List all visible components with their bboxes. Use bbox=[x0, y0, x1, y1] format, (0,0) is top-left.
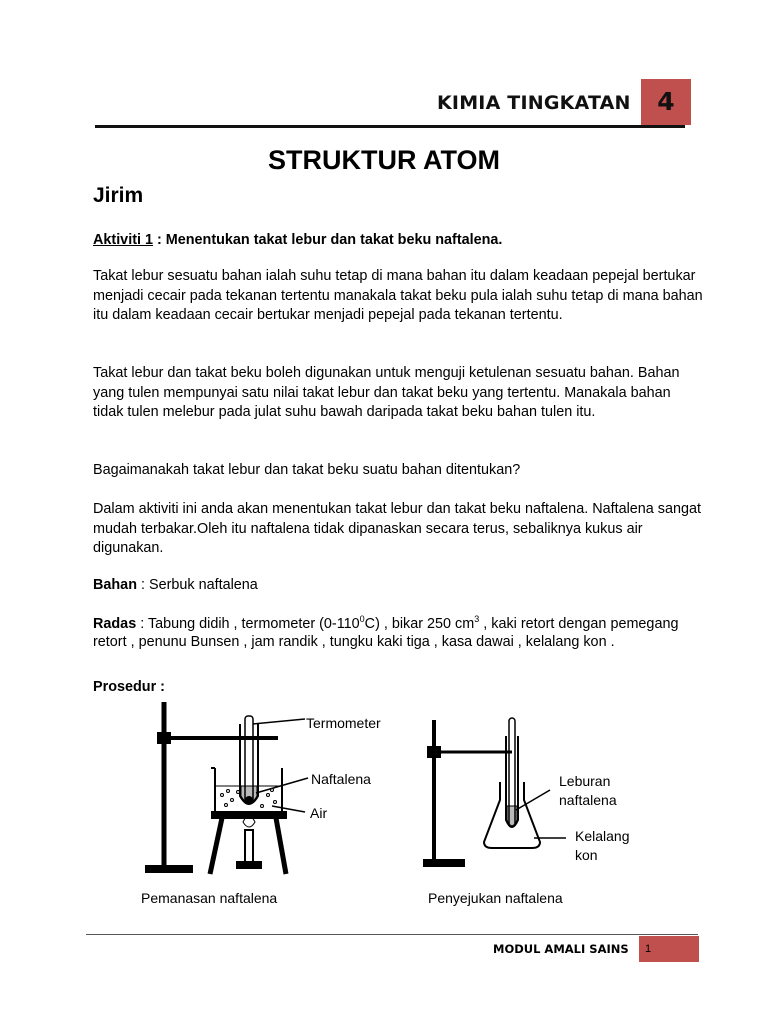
paragraph-1: Takat lebur sesuatu bahan ialah suhu tetap di mana bahan itu dalam keadaan pepejal bertukar menjadi cecair pada tekanan tertentu manakala takat beku pula ialah suhu tetap di mana bahan itu dalam keadaan cecair bertukar menjadi pepejal pada tekanan tertentu. bbox=[93, 268, 703, 323]
page-number: 1 bbox=[639, 936, 699, 962]
caption-right: Penyejukan naftalena bbox=[428, 890, 563, 906]
activity-label: Aktiviti 1 bbox=[93, 232, 153, 248]
label-termometer: Termometer bbox=[306, 715, 381, 731]
bunsen-burner bbox=[245, 830, 253, 864]
leburan-pointer bbox=[516, 790, 550, 810]
clamp-boss-left bbox=[158, 733, 170, 743]
termometer-pointer bbox=[253, 719, 305, 724]
footer-rule bbox=[86, 934, 698, 935]
radas-text-2: C) , bikar 250 cm bbox=[364, 616, 475, 632]
prosedur-heading: Prosedur : bbox=[93, 679, 165, 695]
label-leburan-naftalena: Leburan naftalena bbox=[559, 773, 617, 808]
radas-sup-1: 0 bbox=[359, 614, 365, 624]
radas-label: Radas bbox=[93, 616, 137, 632]
retort-stand-base-right bbox=[424, 860, 464, 866]
header-title: KIMIA TINGKATAN bbox=[437, 92, 631, 114]
bahan-text: : Serbuk naftalena bbox=[136, 577, 258, 593]
radas-text-3: , kaki retort dengan pemegang retort , penunu Bunsen , jam randik , tungku kaki tiga , kasa dawai , kelalang kon . bbox=[93, 616, 679, 650]
tripod-leg-2 bbox=[276, 818, 286, 874]
form-number-badge: 4 bbox=[641, 79, 691, 125]
paragraph-3: Bagaimanakah takat lebur dan takat beku suatu bahan ditentukan? bbox=[93, 462, 521, 478]
activity-text: : Menentukan takat lebur dan takat beku naftalena. bbox=[152, 232, 503, 248]
wire-gauze bbox=[212, 812, 286, 818]
footer-title: MODUL AMALI SAINS bbox=[493, 942, 629, 956]
radas-text-1: : Tabung didih , termometer (0-110 bbox=[136, 616, 360, 632]
label-air: Air bbox=[310, 805, 328, 821]
bahan-label: Bahan bbox=[93, 577, 137, 593]
label-naftalena: Naftalena bbox=[311, 771, 371, 787]
paragraph-4: Dalam aktiviti ini anda akan menentukan takat lebur dan takat beku naftalena. Naftalena sangat mudah terbakar.Oleh itu naftalena tidak dipanaskan secara terus, sebaliknya kukus air digunakan. bbox=[93, 501, 701, 556]
section-heading: Jirim bbox=[93, 184, 144, 207]
caption-left: Pemanasan naftalena bbox=[141, 890, 278, 906]
label-kelalang-kon: Kelalang kon bbox=[575, 828, 630, 863]
paragraph-2: Takat lebur dan takat beku boleh digunakan untuk menguji ketulenan sesuatu bahan. Bahan yang tulen mempunyai satu nilai takat lebur dan takat beku yang tertentu. Manakala bahan tidak tulen melebur pada julat suhu bawah daripada takat beku bahan tulen itu. bbox=[93, 365, 680, 420]
page-title: STRUKTUR ATOM bbox=[268, 145, 500, 175]
radas-sup-2: 3 bbox=[474, 614, 480, 624]
retort-stand-base-left bbox=[146, 866, 192, 872]
tripod-leg-1 bbox=[210, 818, 222, 874]
